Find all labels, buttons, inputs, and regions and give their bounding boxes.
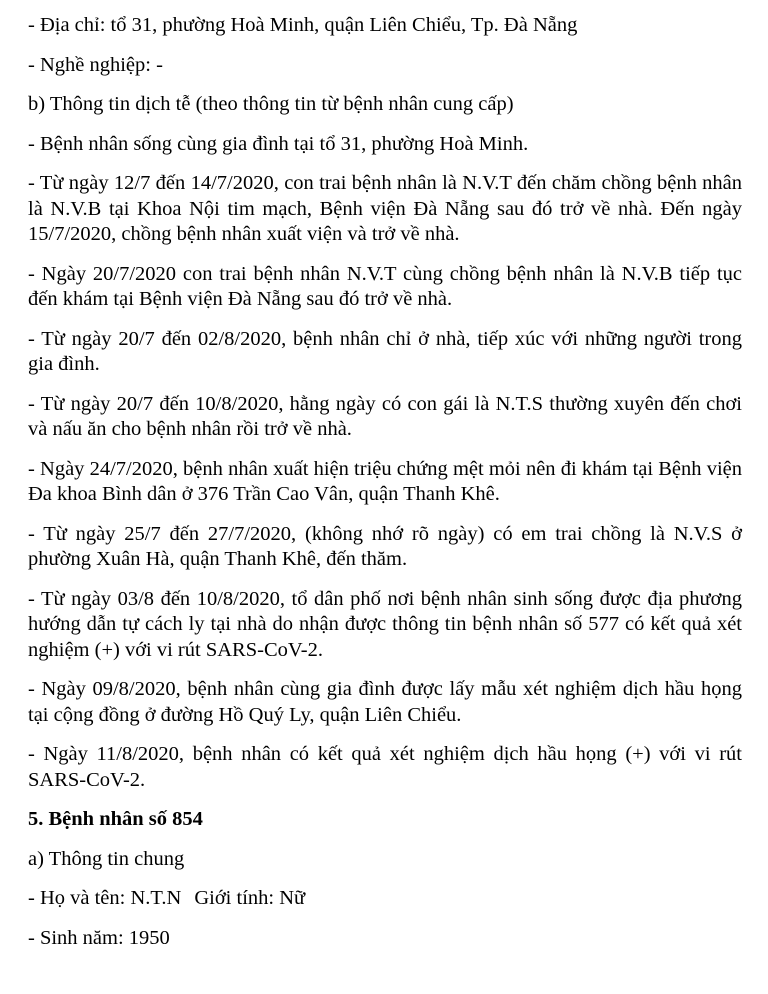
birth-year-line: - Sinh năm: 1950 xyxy=(28,926,170,949)
epidemiology-item: - Từ ngày 20/7 đến 10/8/2020, hằng ngày có con gái là N.T.S thường xuyên đến chơi và nấu ăn cho bệnh nhân rồi trở về nhà. xyxy=(28,392,742,440)
epidemiology-item: - Từ ngày 03/8 đến 10/8/2020, tổ dân phố nơi bệnh nhân sinh sống được địa phương hướng dẫn tự cách ly tại nhà do nhận được thông tin bệnh nhân số 577 có kết quả xét nghiệm (+) với vi rút SARS-CoV-2. xyxy=(28,587,742,661)
occupation-line: - Nghề nghiệp: - xyxy=(28,53,163,76)
epidemiology-item: - Ngày 09/8/2020, bệnh nhân cùng gia đình được lấy mẫu xét nghiệm dịch hầu họng tại cộng đồng ở đường Hồ Quý Ly, quận Liên Chiểu. xyxy=(28,678,742,726)
epidemiology-item: - Bệnh nhân sống cùng gia đình tại tổ 31, phường Hoà Minh. xyxy=(28,132,529,155)
epidemiology-item: - Ngày 24/7/2020, bệnh nhân xuất hiện triệu chứng mệt mỏi nên đi khám tại Bệnh viện Đa khoa Bình dân ở 376 Trần Cao Vân, quận Thanh Khê. xyxy=(28,457,742,505)
epidemiology-item: - Từ ngày 25/7 đến 27/7/2020, (không nhớ rõ ngày) có em trai chồng là N.V.S ở phường Xuân Hà, quận Thanh Khê, đến thăm. xyxy=(28,522,742,570)
patient-854-heading: 5. Bệnh nhân số 854 xyxy=(28,808,203,830)
epidemiology-item: - Ngày 20/7/2020 con trai bệnh nhân N.V.T cùng chồng bệnh nhân là N.V.B tiếp tục đến khám tại Bệnh viện Đà Nẵng sau đó trở về nhà. xyxy=(28,262,742,310)
name-gender-line xyxy=(28,886,742,912)
full-name-label: - Họ và tên: N.T.N xyxy=(28,887,182,909)
epidemiology-item: - Ngày 11/8/2020, bệnh nhân có kết quả xét nghiệm dịch hầu họng (+) với vi rút SARS-CoV-2. xyxy=(28,743,742,791)
section-b-heading: b) Thông tin dịch tễ (theo thông tin từ bệnh nhân cung cấp) xyxy=(28,93,514,115)
address-line: - Địa chỉ: tổ 31, phường Hoà Minh, quận Liên Chiểu, Tp. Đà Nẵng xyxy=(28,14,578,36)
epidemiology-item: - Từ ngày 20/7 đến 02/8/2020, bệnh nhân chỉ ở nhà, tiếp xúc với những người trong gia đình. xyxy=(28,327,742,375)
section-a-heading: a) Thông tin chung xyxy=(28,847,185,870)
epidemiology-item: - Từ ngày 12/7 đến 14/7/2020, con trai bệnh nhân là N.V.T đến chăm chồng bệnh nhân là N.V.B tại Khoa Nội tim mạch, Bệnh viện Đà Nẵng sau đó trở về nhà. Đến ngày 15/7/2020, chồng bệnh nhân xuất viện và trở về nhà. xyxy=(28,172,742,245)
gender-label: Giới tính: Nữ xyxy=(194,887,306,909)
